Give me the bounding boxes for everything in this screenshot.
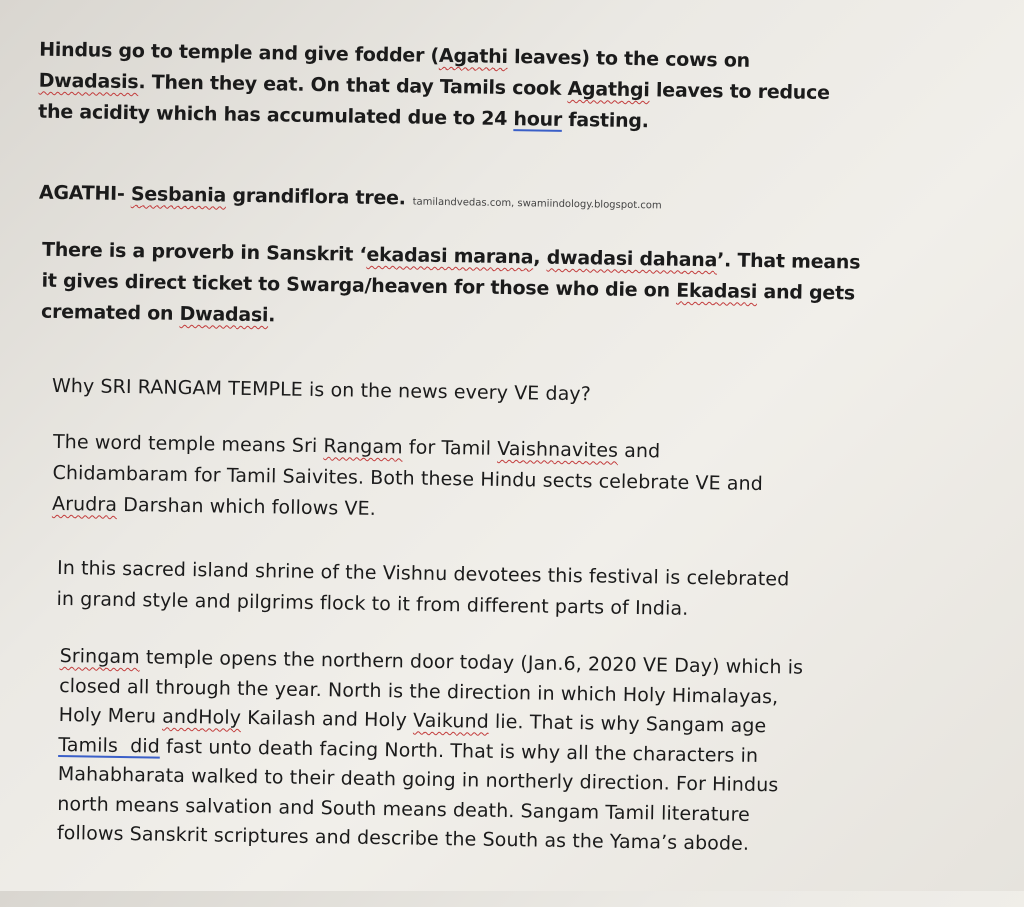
grammar-word: hour: [513, 108, 563, 131]
spellcheck-word: Vaishnavites: [497, 437, 619, 462]
spellcheck-word: ekadasi marana: [366, 243, 534, 269]
text-line: Tamils did fast unto death facing North. That is why all the characters in: [58, 733, 759, 767]
text-line: cremated on Dwadasi.: [40, 300, 276, 327]
spellcheck-word: Ekadasi: [676, 279, 758, 303]
text-line: follows Sanskrit scriptures and describe the South as the Yama’s abode.: [56, 821, 750, 855]
text-line: in grand style and pilgrims flock to it from different parts of India.: [56, 587, 689, 620]
text-line: Arudra Darshan which follows VE.: [51, 492, 376, 520]
grammar-word: Tamils did: [58, 733, 161, 758]
spellcheck-word: Agathi: [438, 44, 508, 68]
paragraph-northern-door: [57, 642, 804, 860]
paragraph-island-shrine: [56, 553, 789, 626]
text-line: Sringam temple opens the northern door today (Jan.6, 2020 VE Day) which is: [59, 645, 804, 679]
spellcheck-word: Sringam: [59, 645, 140, 669]
text-line: the acidity which has accumulated due to 24 hour fasting.: [38, 100, 649, 133]
paragraph-temple-meaning: [52, 427, 764, 531]
paragraph-cow-fodder: [38, 35, 830, 140]
text-line: Why SRI RANGAM TEMPLE is on the news every VE day?: [51, 374, 592, 406]
spellcheck-word: Rangam: [323, 435, 403, 459]
spellcheck-word: Dwadasi: [179, 302, 269, 327]
paragraph-agathi-definition: [39, 178, 662, 222]
text-line: Dwadasis. Then they eat. On that day Tamils cook Agathgi leaves to reduce: [38, 69, 830, 105]
spellcheck-word: Sesbania: [130, 183, 227, 207]
spellcheck-word: Vaikund: [412, 709, 490, 733]
text-line: closed all through the year. North is the direction in which Holy Himalayas,: [59, 674, 779, 708]
text-line: north means salvation and South means death. Sangam Tamil literature: [57, 792, 751, 826]
text-line: In this sacred island shrine of the Vishnu devotees this festival is celebrated: [56, 556, 790, 591]
spellcheck-word: Dwadasis: [38, 69, 139, 94]
text-line: The word temple means Sri Rangam for Tamil Vaishnavites and: [52, 430, 661, 463]
text-line: Holy Meru andHoly Kailash and Holy Vaikund lie. That is why Sangam age: [58, 704, 767, 738]
paragraph-heading-question: [52, 371, 591, 410]
text-line: AGATHI- Sesbania grandiflora tree. tamilandvedas.com, swamiindology.blogspot.com: [38, 181, 662, 212]
source-citation: tamilandvedas.com, swamiindology.blogspot.com: [412, 196, 662, 212]
text-line: Mahabharata walked to their death going in northerly direction. For Hindus: [57, 763, 779, 797]
text-line: There is a proverb in Sanskrit ‘ekadasi marana, dwadasi dahana’. That means: [41, 238, 861, 274]
paragraph-sanskrit-proverb: [41, 235, 861, 341]
spellcheck-word: dwadasi dahana: [546, 246, 718, 272]
spellcheck-word: andHoly: [162, 705, 242, 729]
text-line: Hindus go to temple and give fodder (Agathi leaves) to the cows on: [39, 38, 751, 72]
text-line: it gives direct ticket to Swarga/heaven for those who die on Ekadasi and gets: [41, 269, 856, 305]
text-line: Chidambaram for Tamil Saivites. Both these Hindu sects celebrate VE and: [52, 461, 764, 496]
spellcheck-word: Arudra: [51, 492, 118, 516]
spellcheck-word: Agathgi: [567, 77, 650, 102]
